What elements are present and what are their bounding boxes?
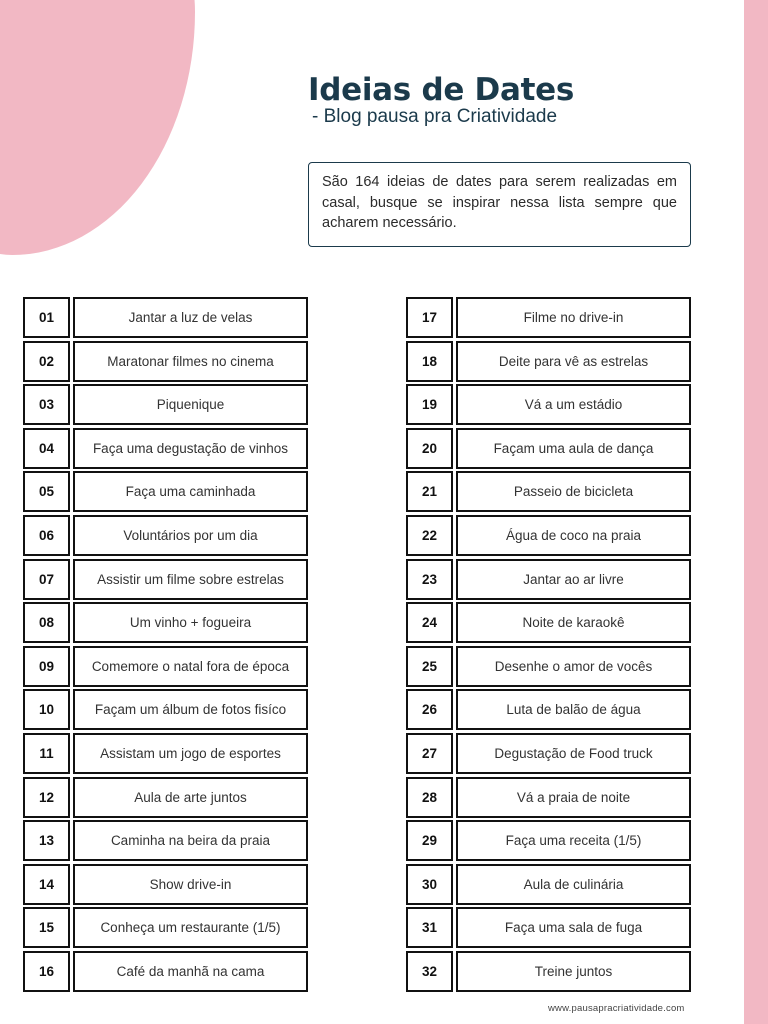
idea-number: 13 (23, 820, 70, 861)
footer-url: www.pausapracriatividade.com (548, 1003, 685, 1014)
idea-number: 28 (406, 777, 453, 818)
page-subtitle: - Blog pausa pra Criatividade (312, 106, 558, 127)
idea-text: Façam um álbum de fotos fisíco (73, 689, 308, 730)
idea-number: 29 (406, 820, 453, 861)
idea-number: 22 (406, 515, 453, 556)
idea-number: 04 (23, 428, 70, 469)
idea-number: 06 (23, 515, 70, 556)
idea-text: Vá a um estádio (456, 384, 691, 425)
idea-text: Um vinho + fogueira (73, 602, 308, 643)
idea-number: 31 (406, 907, 453, 948)
idea-text: Piquenique (73, 384, 308, 425)
idea-text: Vá a praia de noite (456, 777, 691, 818)
idea-number: 25 (406, 646, 453, 687)
idea-number: 18 (406, 341, 453, 382)
idea-number: 26 (406, 689, 453, 730)
idea-number: 12 (23, 777, 70, 818)
idea-number: 19 (406, 384, 453, 425)
intro-box: São 164 ideias de dates para serem realizadas em casal, busque se inspirar nessa lista sempre que acharem necessário. (308, 162, 691, 247)
idea-number: 30 (406, 864, 453, 905)
idea-text: Desenhe o amor de vocês (456, 646, 691, 687)
idea-number: 02 (23, 341, 70, 382)
decorative-side-stripe (744, 0, 768, 1024)
idea-number: 21 (406, 471, 453, 512)
idea-text: Treine juntos (456, 951, 691, 992)
idea-number: 11 (23, 733, 70, 774)
idea-text: Faça uma receita (1/5) (456, 820, 691, 861)
idea-number: 03 (23, 384, 70, 425)
idea-text: Noite de karaokê (456, 602, 691, 643)
idea-text: Caminha na beira da praia (73, 820, 308, 861)
idea-number: 08 (23, 602, 70, 643)
idea-text: Passeio de bicicleta (456, 471, 691, 512)
idea-number: 24 (406, 602, 453, 643)
idea-number: 16 (23, 951, 70, 992)
idea-text: Aula de culinária (456, 864, 691, 905)
idea-text: Aula de arte juntos (73, 777, 308, 818)
idea-text: Assistir um filme sobre estrelas (73, 559, 308, 600)
page-title: Ideias de Dates (308, 72, 574, 108)
idea-text: Faça uma caminhada (73, 471, 308, 512)
idea-number: 01 (23, 297, 70, 338)
idea-number: 14 (23, 864, 70, 905)
idea-text: Maratonar filmes no cinema (73, 341, 308, 382)
idea-text: Comemore o natal fora de época (73, 646, 308, 687)
idea-text: Luta de balão de água (456, 689, 691, 730)
idea-text: Show drive-in (73, 864, 308, 905)
idea-text: Água de coco na praia (456, 515, 691, 556)
idea-number: 05 (23, 471, 70, 512)
idea-text: Café da manhã na cama (73, 951, 308, 992)
idea-number: 10 (23, 689, 70, 730)
idea-text: Deite para vê as estrelas (456, 341, 691, 382)
idea-text: Façam uma aula de dança (456, 428, 691, 469)
idea-text: Assistam um jogo de esportes (73, 733, 308, 774)
idea-text: Jantar ao ar livre (456, 559, 691, 600)
idea-number: 20 (406, 428, 453, 469)
idea-text: Faça uma sala de fuga (456, 907, 691, 948)
idea-number: 32 (406, 951, 453, 992)
decorative-pink-blob (0, 0, 195, 255)
idea-text: Jantar a luz de velas (73, 297, 308, 338)
idea-text: Voluntários por um dia (73, 515, 308, 556)
idea-number: 23 (406, 559, 453, 600)
idea-number: 15 (23, 907, 70, 948)
idea-number: 09 (23, 646, 70, 687)
idea-text: Degustação de Food truck (456, 733, 691, 774)
idea-text: Faça uma degustação de vinhos (73, 428, 308, 469)
idea-text: Filme no drive-in (456, 297, 691, 338)
idea-text: Conheça um restaurante (1/5) (73, 907, 308, 948)
idea-number: 27 (406, 733, 453, 774)
idea-number: 17 (406, 297, 453, 338)
idea-number: 07 (23, 559, 70, 600)
